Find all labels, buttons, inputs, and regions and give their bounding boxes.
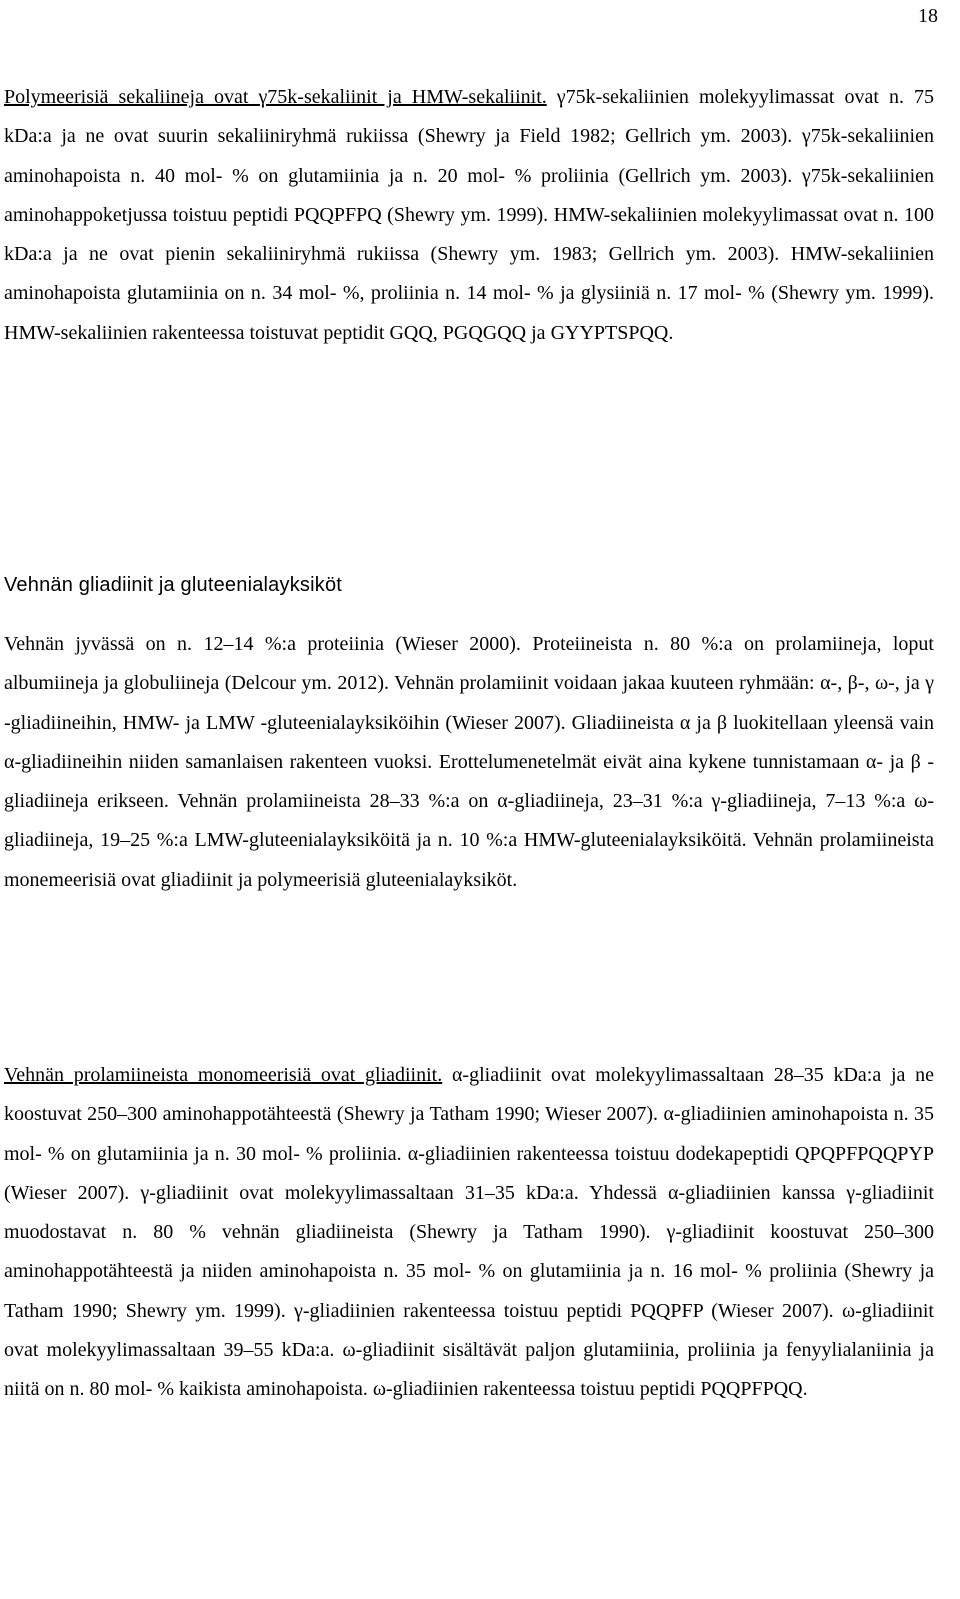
paragraph-body: γ75k-sekaliinien molekyylimassat ovat n. 75 kDa:a ja ne ovat suurin sekaliiniryhmä rukiissa (Shewry ja Field 1982; Gellrich ym. 2003). γ75k-sekaliinien aminohapoista n. 40 mol- % on glutamiinia ja n. 20 mol- % proliinia (Gellrich ym. 2003). γ75k-sekaliinien aminohappoketjussa toistuu peptidi PQQPFPQ (Shewry ym. 1999). HMW-sekaliinien molekyylimassat ovat n. 100 kDa:a ja ne ovat pienin sekaliiniryhmä rukiissa (Shewry ym. 1983; Gellrich ym. 2003). HMW-sekaliinien aminohapoista glutamiinia on n. 34 mol- %, proliinia n. 14 mol- % ja glysiiniä n. 17 mol- % (Shewry ym. 1999). HMW-sekaliinien rakenteessa toistuvat peptidit GQQ, PGQGQQ ja GYYPTSPQQ. xyxy=(4,86,934,344)
paragraph-body: α-gliadiinit ovat molekyylimassaltaan 28–35 kDa:a ja ne koostuvat 250–300 aminohappotähteestä (Shewry ja Tatham 1990; Wieser 2007). α-gliadiinien aminohapoista n. 35 mol- % on glutamiinia ja n. 30 mol- % proliinia. α-gliadiinien rakenteessa toistuu dodekapeptidi QPQPFPQQPYP (Wieser 2007). γ-gliadiinit ovat molekyylimassaltaan 31–35 kDa:a. Yhdessä α-gliadiinien kanssa γ-gliadiinit muodostavat n. 80 % vehnän gliadiineista (Shewry ja Tatham 1990). γ-gliadiinit koostuvat 250–300 aminohappotähteestä ja niiden aminohapoista n. 35 mol- % on glutamiinia ja n. 16 mol- % proliinia (Shewry ja Tatham 1990; Shewry ym. 1999). γ-gliadiinien rakenteessa toistuu peptidi PQQPFP (Wieser 2007). ω-gliadiinit ovat molekyylimassaltaan 39–55 kDa:a. ω-gliadiinit sisältävät paljon glutamiinia, proliinia ja fenyylialaniinia ja niitä on n. 80 mol- % kaikista aminohapoista. ω-gliadiinien rakenteessa toistuu peptidi PQQPFPQQ. xyxy=(4,1064,934,1401)
paragraph-rye-secalins xyxy=(4,78,934,353)
paragraph-lead-underlined: Vehnän prolamiineista monomeerisiä ovat gliadiinit. xyxy=(4,1064,443,1086)
paragraph-wheat-prolamins xyxy=(4,625,934,900)
paragraph-wheat-gliadins xyxy=(4,1056,934,1410)
paragraph-lead-underlined: Polymeerisiä sekaliineja ovat γ75k-sekaliinit ja HMW-sekaliinit. xyxy=(4,86,547,108)
section-heading: Vehnän gliadiinit ja gluteenialayksiköt xyxy=(4,574,343,596)
paragraph-body: Vehnän jyvässä on n. 12–14 %:a proteiinia (Wieser 2000). Proteiineista n. 80 %:a on prolamiineja, loput albumiineja ja globuliineja (Delcour ym. 2012). Vehnän prolamiinit voidaan jakaa kuuteen ryhmään: α-, β-, ω-, ja γ -gliadiineihin, HMW- ja LMW -gluteenialayksiköihin (Wieser 2007). Gliadiineista α ja β luokitellaan yleensä vain α-gliadiineihin niiden samanlaisen rakenteen vuoksi. Erottelumenetelmät eivät aina kykene tunnistamaan α- ja β -gliadiineja erikseen. Vehnän prolamiineista 28–33 %:a on α-gliadiineja, 23–31 %:a γ-gliadiineja, 7–13 %:a ω-gliadiineja, 19–25 %:a LMW-gluteenialayksiköitä ja n. 10 %:a HMW-gluteenialayksiköitä. Vehnän prolamiineista monemeerisiä ovat gliadiinit ja polymeerisiä gluteenialayksiköt. xyxy=(4,633,934,891)
page-number: 18 xyxy=(918,5,938,27)
